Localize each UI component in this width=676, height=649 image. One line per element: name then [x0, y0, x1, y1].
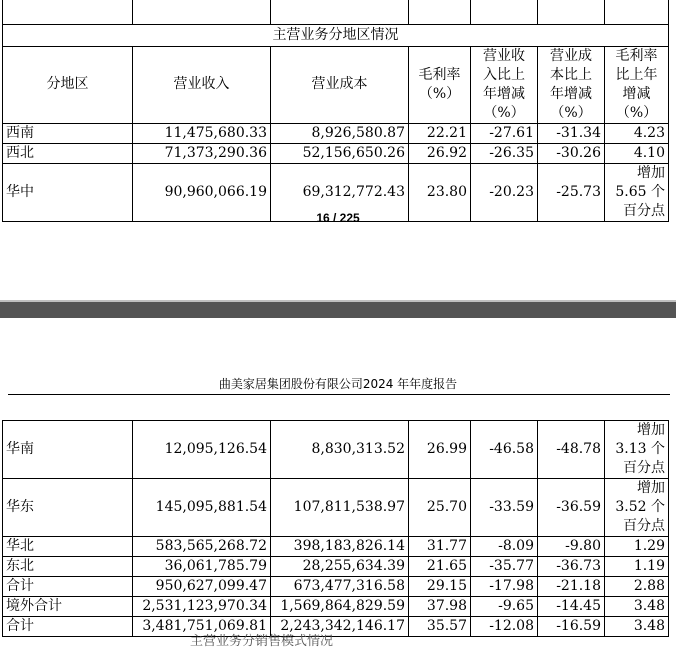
- cell-revenue: 11,475,680.33: [133, 123, 271, 143]
- cell-cost: 673,477,316.58: [271, 577, 409, 597]
- header-cost: 营业成本: [271, 46, 409, 123]
- cell-margin-change: 3.48: [605, 617, 669, 637]
- cell-cost-change: -36.73: [538, 557, 605, 577]
- document-title: 曲美家居集团股份有限公司2024 年年度报告: [218, 377, 458, 391]
- header-region: 分地区: [3, 46, 133, 123]
- cell-revenue: 71,373,290.36: [133, 143, 271, 163]
- cell-region: 华南: [3, 421, 133, 479]
- cell-revenue: 145,095,881.54: [133, 479, 271, 537]
- section-title-row: [3, 24, 669, 46]
- cell-region: 合计: [3, 617, 133, 637]
- cell-cost: 28,255,634.39: [271, 557, 409, 577]
- table-row-stub: [3, 0, 669, 24]
- cell-margin-change: 3.48: [605, 597, 669, 617]
- table-row: [3, 143, 669, 163]
- cell-cost: 1,569,864,829.59: [271, 597, 409, 617]
- cell-cost: 2,243,342,146.17: [271, 617, 409, 637]
- header-rule: [8, 394, 670, 395]
- cell-revenue: 12,095,126.54: [133, 421, 271, 479]
- cell-margin-change: 1.29: [605, 537, 669, 557]
- section-title: 主营业务分地区情况: [3, 24, 669, 46]
- cell-cost: 69,312,772.43: [271, 163, 409, 221]
- cell-region: 境外合计: [3, 597, 133, 617]
- cell-margin-change: 增加 3.13 个 百分点: [605, 421, 669, 479]
- cell-cost: 8,926,580.87: [271, 123, 409, 143]
- table-row: [3, 479, 669, 537]
- table-row: [3, 537, 669, 557]
- table-row-overseas: [3, 597, 669, 617]
- table-row: [3, 123, 669, 143]
- cell-cost: 398,183,826.14: [271, 537, 409, 557]
- header-cost-change: 营业成 本比上 年增减 （%）: [538, 46, 605, 123]
- cell-cost-change: -9.80: [538, 537, 605, 557]
- cell-revenue: 36,061,785.79: [133, 557, 271, 577]
- cell-region: 华北: [3, 537, 133, 557]
- header-revenue: 营业收入: [133, 46, 271, 123]
- page-number: 16 / 225: [316, 211, 360, 225]
- next-section-title: 主营业务分销售模式情况: [190, 634, 334, 649]
- cell-region: 西南: [3, 123, 133, 143]
- page-divider: [0, 302, 676, 318]
- cell-rev-change: -20.23: [471, 163, 538, 221]
- cell-rev-change: -33.59: [471, 479, 538, 537]
- cell-cost-change: -16.59: [538, 617, 605, 637]
- cell-margin-change: 增加 3.52 个 百分点: [605, 479, 669, 537]
- cell-margin-change: 4.10: [605, 143, 669, 163]
- cell-margin-change: 增加 5.65 个 百分点: [605, 163, 669, 221]
- cell-margin: 37.98: [409, 597, 471, 617]
- cell-revenue: 2,531,123,970.34: [133, 597, 271, 617]
- cell-margin: 26.92: [409, 143, 471, 163]
- cell-rev-change: -17.98: [471, 577, 538, 597]
- cell-cost: 107,811,538.97: [271, 479, 409, 537]
- cell-rev-change: -27.61: [471, 123, 538, 143]
- cell-margin: 35.57: [409, 617, 471, 637]
- cell-cost-change: -21.18: [538, 577, 605, 597]
- cell-rev-change: -8.09: [471, 537, 538, 557]
- header-margin: 毛利率 （%）: [409, 46, 471, 123]
- cell-cost-change: -31.34: [538, 123, 605, 143]
- cell-margin-change: 4.23: [605, 123, 669, 143]
- table-row-total: [3, 617, 669, 637]
- cell-rev-change: -9.65: [471, 597, 538, 617]
- cell-margin: 25.70: [409, 479, 471, 537]
- header-row: [3, 46, 669, 123]
- cell-cost-change: -36.59: [538, 479, 605, 537]
- cell-margin: 26.99: [409, 421, 471, 479]
- cell-region: 合计: [3, 577, 133, 597]
- cell-region: 东北: [3, 557, 133, 577]
- cell-revenue: 950,627,099.47: [133, 577, 271, 597]
- cell-margin-change: 1.19: [605, 557, 669, 577]
- cell-margin: 29.15: [409, 577, 471, 597]
- region-table-bottom: [2, 420, 669, 637]
- table-row: [3, 421, 669, 479]
- cell-region: 西北: [3, 143, 133, 163]
- cell-margin: 21.65: [409, 557, 471, 577]
- header-rev-change: 营业收 入比上 年增减 （%）: [471, 46, 538, 123]
- table-row: [3, 557, 669, 577]
- cell-rev-change: -26.35: [471, 143, 538, 163]
- region-table-top: [2, 0, 669, 222]
- cell-margin: 31.77: [409, 537, 471, 557]
- cell-margin: 23.80: [409, 163, 471, 221]
- cell-rev-change: -35.77: [471, 557, 538, 577]
- cell-cost: 8,830,313.52: [271, 421, 409, 479]
- table-row-subtotal: [3, 577, 669, 597]
- cell-rev-change: -46.58: [471, 421, 538, 479]
- cell-margin-change: 2.88: [605, 577, 669, 597]
- header-margin-change: 毛利率 比上年 增减 （%）: [605, 46, 669, 123]
- cell-cost-change: -48.78: [538, 421, 605, 479]
- cell-cost: 52,156,650.26: [271, 143, 409, 163]
- cell-revenue: 90,960,066.19: [133, 163, 271, 221]
- cell-revenue: 3,481,751,069.81: [133, 617, 271, 637]
- cell-cost-change: -14.45: [538, 597, 605, 617]
- cell-revenue: 583,565,268.72: [133, 537, 271, 557]
- cell-cost-change: -25.73: [538, 163, 605, 221]
- cell-cost-change: -30.26: [538, 143, 605, 163]
- cell-region: 华东: [3, 479, 133, 537]
- cell-margin: 22.21: [409, 123, 471, 143]
- cell-rev-change: -12.08: [471, 617, 538, 637]
- cell-region: 华中: [3, 163, 133, 221]
